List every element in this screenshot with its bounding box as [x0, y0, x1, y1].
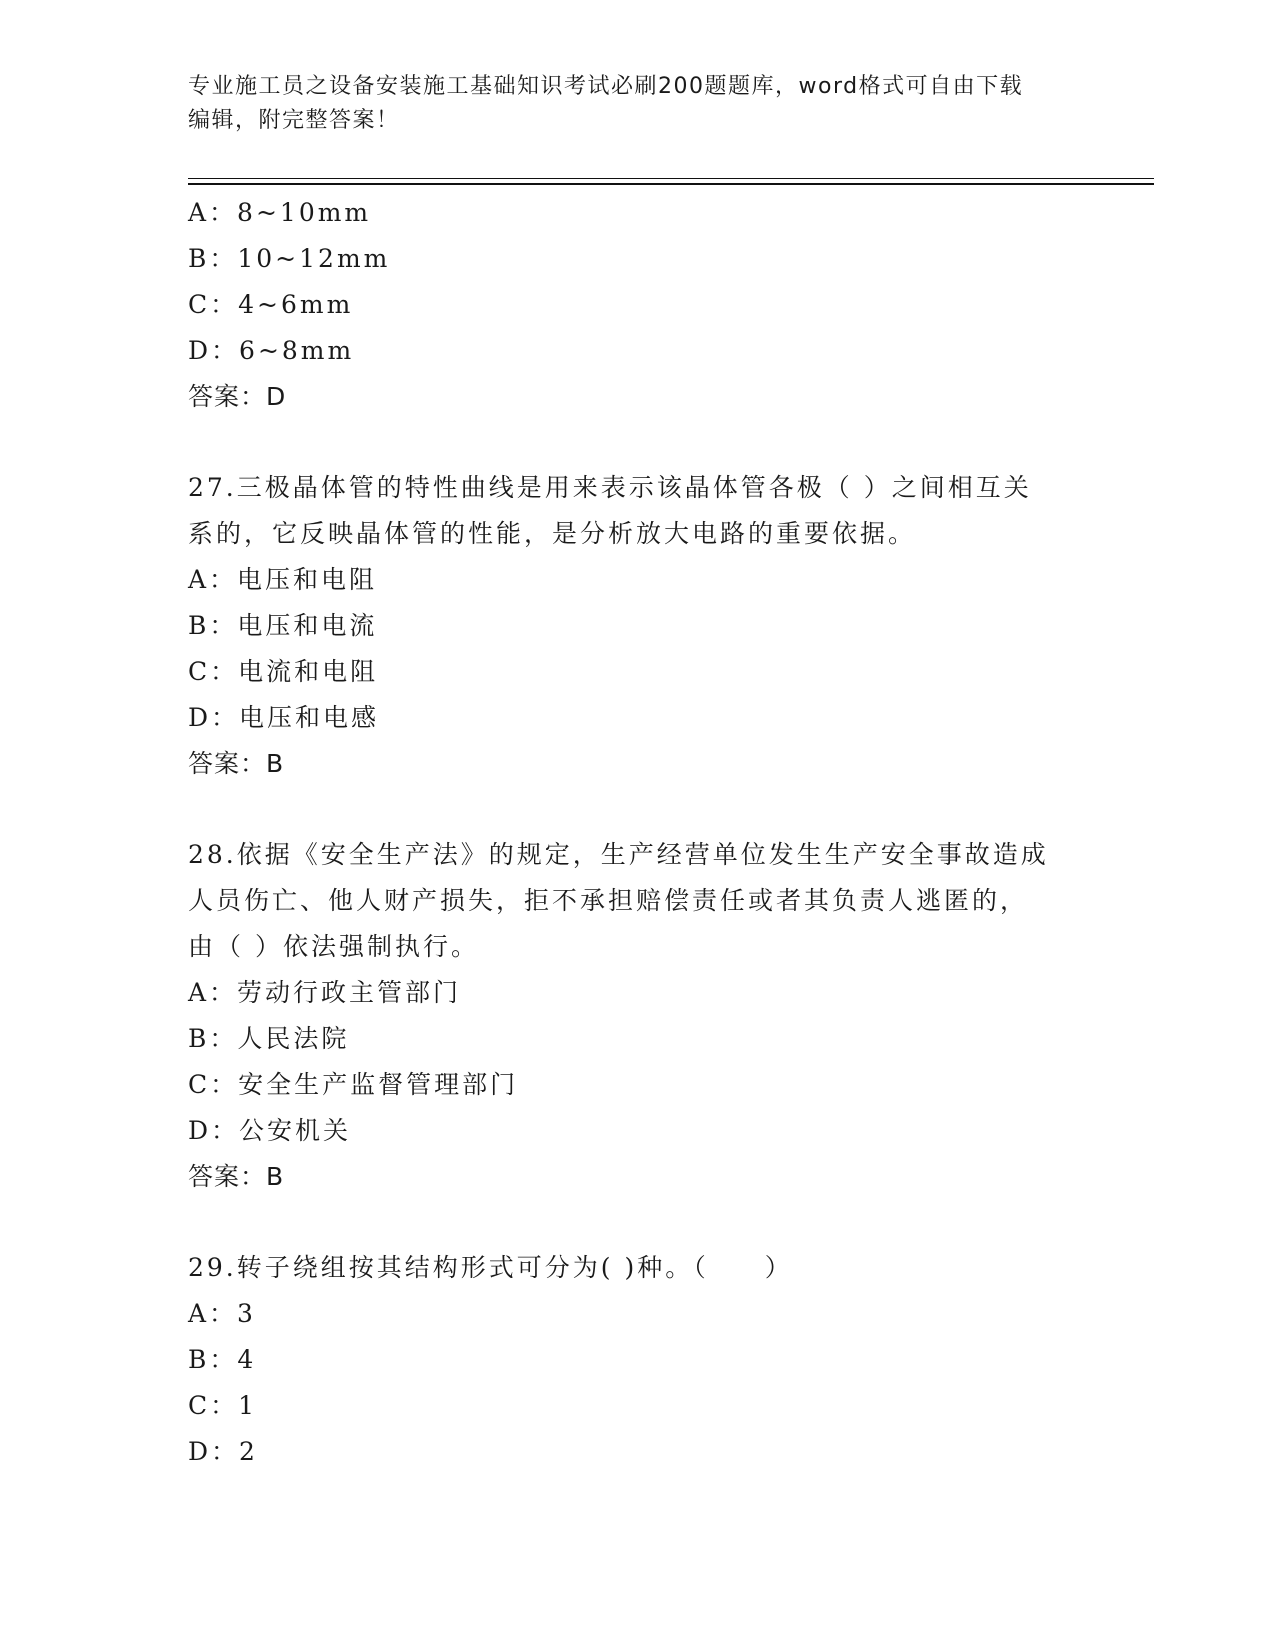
option-b: B：4	[188, 1345, 257, 1374]
header-line-1: 专业施工员之设备安装施工基础知识考试必刷200题题库，word格式可自由下载	[188, 74, 1024, 99]
option-b: B：电压和电流	[188, 611, 378, 640]
header-line-2: 编辑，附完整答案！	[188, 108, 400, 133]
option-c: C：1	[188, 1391, 258, 1420]
header-rule-thin	[188, 178, 1154, 179]
question-text-line: 28.依据《安全生产法》的规定，生产经营单位发生生产安全事故造成	[188, 840, 1049, 869]
option-a: A：劳动行政主管部门	[188, 978, 462, 1007]
spacer	[188, 420, 1088, 465]
option-a: A：电压和电阻	[188, 565, 378, 594]
option-d: D：2	[188, 1437, 258, 1466]
question-29	[188, 1245, 1088, 1475]
answer: 答案：B	[188, 1162, 285, 1191]
option-d: D：公安机关	[188, 1116, 352, 1145]
option-d: D：电压和电感	[188, 703, 380, 732]
option-d: D：6~8mm	[188, 336, 355, 365]
option-c: C：电流和电阻	[188, 657, 379, 686]
question-text-line: 由（ ）依法强制执行。	[188, 932, 479, 961]
question-text-line: 人员伤亡、他人财产损失，拒不承担赔偿责任或者其负责人逃匿的，	[188, 886, 1029, 915]
spacer	[188, 787, 1088, 832]
question-text-line: 系的，它反映晶体管的性能，是分析放大电路的重要依据。	[188, 519, 917, 548]
option-b: B：人民法院	[188, 1024, 350, 1053]
question-26	[188, 190, 1088, 420]
option-c: C：4~6mm	[188, 290, 354, 319]
question-28	[188, 832, 1088, 1200]
question-list	[188, 190, 1088, 1475]
document-header	[188, 70, 1068, 138]
question-27	[188, 465, 1088, 787]
option-a: A：3	[188, 1299, 256, 1328]
option-a: A：8~10mm	[188, 198, 372, 227]
question-text-line: 29.转子绕组按其结构形式可分为( )种。（ ）	[188, 1253, 793, 1282]
question-text-line: 27.三极晶体管的特性曲线是用来表示该晶体管各极（ ）之间相互关	[188, 473, 1032, 502]
header-rule-thick	[188, 183, 1154, 185]
spacer	[188, 1200, 1088, 1245]
answer: 答案：D	[188, 382, 287, 411]
option-c: C：安全生产监督管理部门	[188, 1070, 519, 1099]
option-b: B：10~12mm	[188, 244, 391, 273]
answer: 答案：B	[188, 749, 285, 778]
